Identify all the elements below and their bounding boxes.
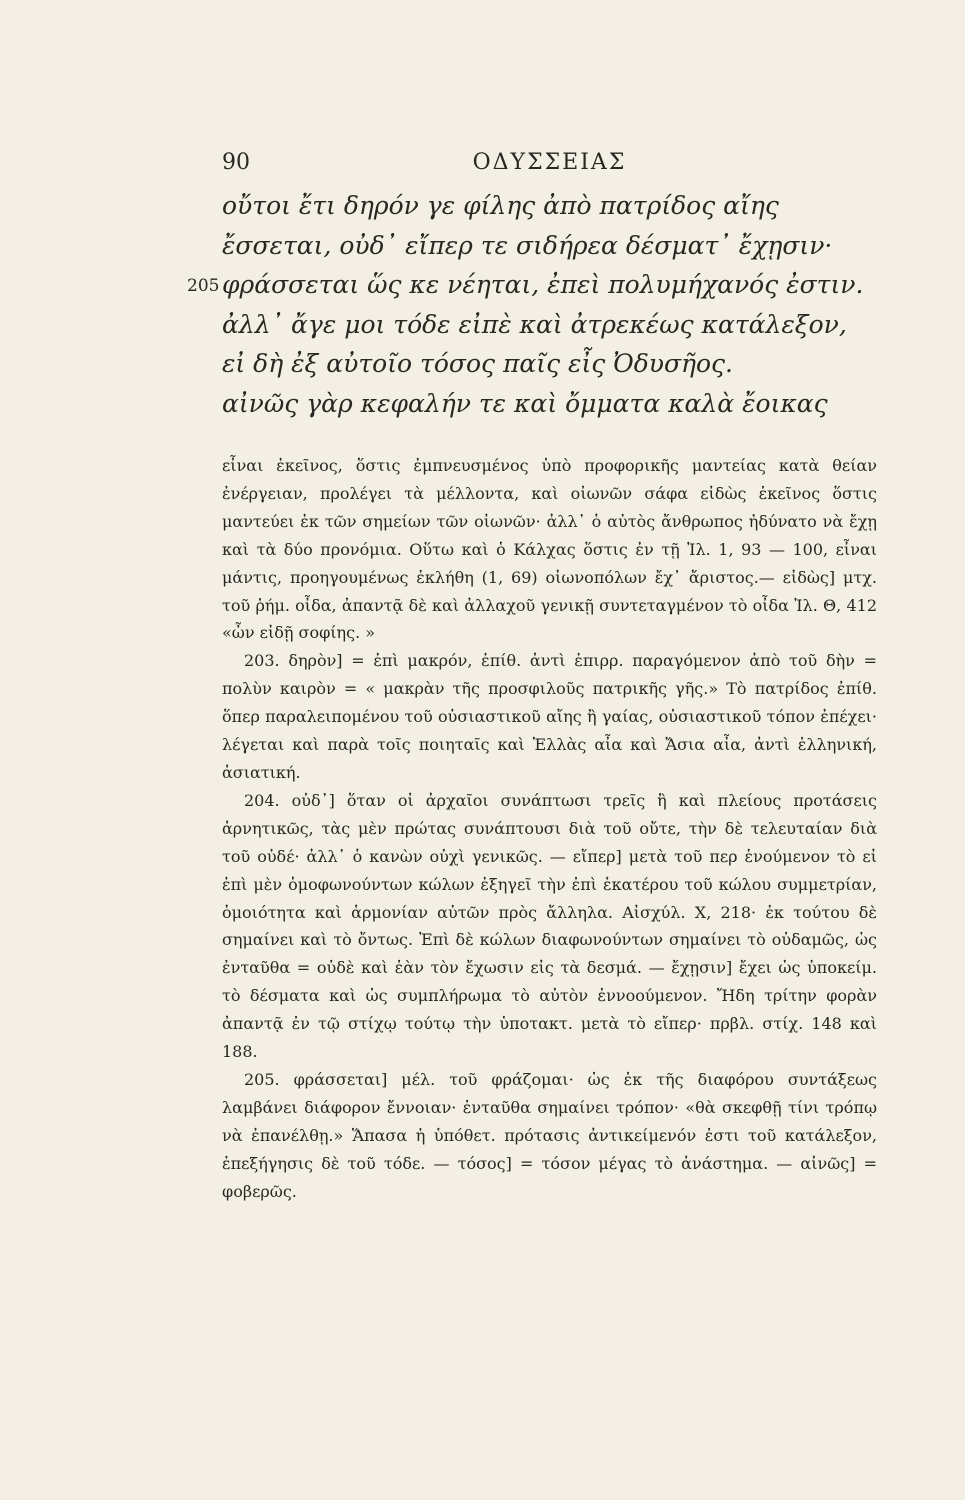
verse-line: [222, 186, 862, 226]
verse-text: εἰ δὴ ἐξ αὐτοῖο τόσος παῖς εἶς Ὀδυσῆος.: [222, 349, 733, 378]
verse-line: [222, 226, 862, 266]
page-number: 90: [222, 150, 250, 175]
commentary-note-204: 204. οὐδ᾽] ὅταν οἱ ἀρχαῖοι συνάπτωσι τρεῖς ἢ καὶ πλείους προτάσεις ἀρνητικῶς, τὰς μὲν πρώτας συνάπτουσι διὰ τοῦ οὔτε, τὴν δὲ τελευταίαν διὰ τοῦ οὐδέ· ἀλλ᾽ ὁ κανὼν οὐχὶ γενικῶς. — εἴπερ] μετὰ τοῦ περ ἑνούμενον τὸ εἰ ἐπὶ μὲν ὁμοφωνούντων κώλων ἐξηγεῖ τὴν ἐπὶ ἑκατέρου τοῦ κώλου συμμετρίαν, ὁμοιότητα καὶ ἁρμονίαν αὐτῶν πρὸς ἄλληλα. Αἰσχύλ. Χ, 218· ἐκ τούτου δὲ σημαίνει καὶ τὸ ὄντως. Ἐπὶ δὲ κώλων διαφωνούντων σημαίνει τὸ οὐδαμῶς, ὡς ἐνταῦθα = οὐδὲ καὶ ἐὰν τὸν ἔχωσιν εἰς τὰ δεσμά. — ἔχῃσιν] ἔχει ὡς ὑποκείμ. τὸ δέσματα καὶ ὡς συμπλήρωμα τὸ αὐτὸν ἐννοούμενον. Ἤδη τρίτην φορὰν ἀπαντᾷ ἐν τῷ στίχῳ τούτῳ τὴν ὑποτακτ. μετὰ τὸ εἴπερ· πρβλ. στίχ. 148 καὶ 188.: [222, 790, 877, 1062]
verse-text: φράσσεται ὥς κε νέηται, ἐπεὶ πολυμήχανός ἐστιν.: [222, 270, 864, 299]
verse-text: ἀλλ᾽ ἄγε μοι τόδε εἰπὲ καὶ ἀτρεκέως κατάλεξον,: [222, 309, 847, 339]
line-number: 205: [187, 276, 220, 296]
running-head: [222, 150, 877, 180]
commentary-paragraph: εἶναι ἐκεῖνος, ὅστις ἐμπνευσμένος ὑπὸ προφορικῆς μαντείας κατὰ θείαν ἐνέργειαν, προλέγει τὰ μέλλοντα, καὶ οἰωνῶν σάφα εἰδὼς ἐκεῖνος ὅστις μαντεύει ἐκ τῶν σημείων τῶν οἰωνῶν· ἀλλ᾽ ὁ αὐτὸς ἄνθρωπος ἠδύνατο νὰ ἔχῃ καὶ τὰ δύο προνόμια. Οὕτω καὶ ὁ Κάλχας ὅστις ἐν τῇ Ἰλ. 1, 93 — 100, εἶναι μάντις, προηγουμένως ἐκλήθη (1, 69) οἰωνοπόλων ἔχ᾽ ἄριστος.— εἰδὼς] μτχ. τοῦ ῥήμ. οἶδα, ἀπαντᾷ δὲ καὶ ἀλλαχοῦ γενικῇ συντεταγμένον τὸ οἶδα Ἰλ. Θ, 412 «ὧν εἰδῇ σοφίης. »: [222, 456, 877, 643]
verse-line: [222, 344, 862, 384]
verse-text: οὔτοι ἔτι δηρόν γε φίλης ἀπὸ πατρίδος αἴης: [222, 191, 779, 220]
commentary-note-205: 205. φράσσεται] μέλ. τοῦ φράζομαι· ὡς ἐκ τῆς διαφόρου συντάξεως λαμβάνει διάφορον ἔννοιαν· ἐνταῦθα σημαίνει τρόπον· «θὰ σκεφθῇ τίνι τρόπῳ νὰ ἐπανέλθῃ.» Ἅπασα ἡ ὑπόθετ. πρότασις ἀντικείμενόν ἐστι τοῦ κατάλεξον, ἐπεξήγησις δὲ τοῦ τόδε. — τόσος] = τόσον μέγας τὸ ἀνάστημα. — αἰνῶς] = φοβερῶς.: [222, 1069, 877, 1201]
verse-text: αἰνῶς γὰρ κεφαλήν τε καὶ ὄμματα καλὰ ἔοικας: [222, 388, 828, 418]
book-title-header: ΟΔΥΣΣΕΙΑΣ: [472, 150, 627, 175]
commentary-block: [222, 452, 877, 1205]
commentary-note-203: 203. δηρὸν] = ἐπὶ μακρόν, ἐπίθ. ἀντὶ ἐπιρρ. παραγόμενον ἀπὸ τοῦ δὴν = πολὺν καιρὸν = « μακρὰν τῆς προσφιλοῦς πατρικῆς γῆς.» Τὸ πατρίδος ἐπίθ. ὅπερ παραλειπομένου τοῦ οὐσιαστικοῦ αἴης ἢ γαίας, οὐσιαστικοῦ τόπον ἐπέχει· λέγεται καὶ παρὰ τοῖς ποιηταῖς καὶ Ἑλλὰς αἶα καὶ Ἄσια αἶα, ἀντὶ ἑλληνική, ἀσιατική.: [222, 651, 877, 782]
verse-line: [187, 265, 864, 305]
verse-text: ἔσσεται, οὐδ᾽ εἴπερ τε σιδήρεα δέσματ᾽ ἔχῃσιν·: [222, 230, 833, 260]
verse-line: [222, 384, 862, 424]
verse-block: [187, 186, 864, 423]
verse-line: [222, 305, 862, 345]
